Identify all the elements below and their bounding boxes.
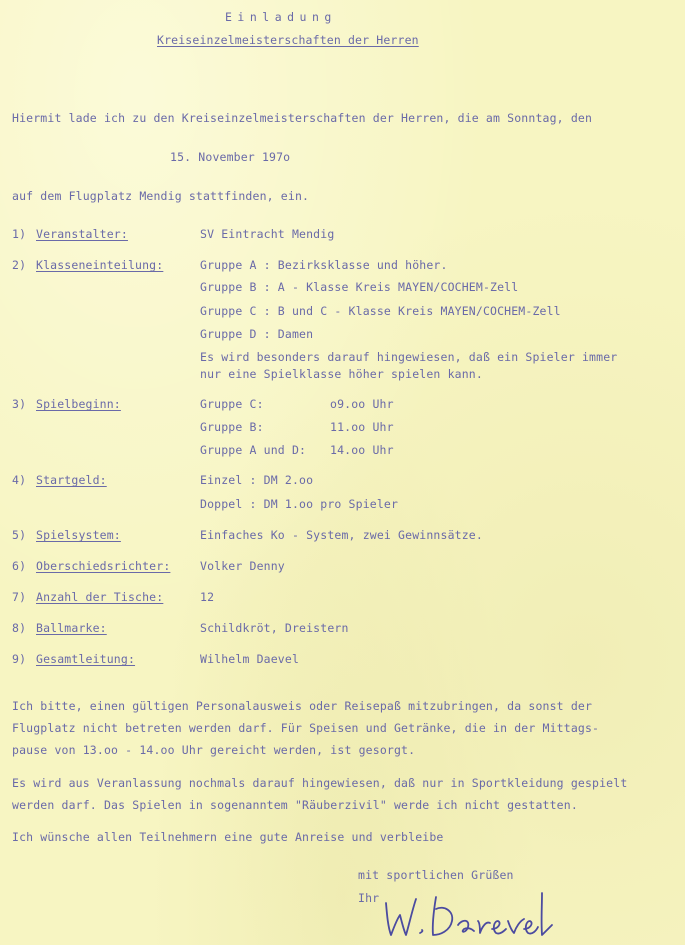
item-number: 2) <box>12 258 27 272</box>
closing-p1-line: Ich bitte, einen gültigen Personalausweis oder Reisepaß mitzubringen, da sonst der <box>12 699 593 713</box>
item-label-startgeld: Startgeld: <box>36 473 107 487</box>
item-value: Schildkröt, Dreistern <box>200 621 349 635</box>
item-number: 9) <box>12 652 27 666</box>
item-value: Wilhelm Daevel <box>200 652 300 666</box>
intro-line-1: Hiermit lade ich zu den Kreiseinzelmeisterschaften der Herren, die am Sonntag, den <box>12 111 593 125</box>
schedule-time: 11.oo Uhr <box>330 420 394 434</box>
item-value: SV Eintracht Mendig <box>200 227 335 241</box>
item-number: 7) <box>12 590 27 604</box>
item-value: Einzel : DM 2.oo <box>200 473 314 487</box>
item-number: 8) <box>12 621 27 635</box>
event-date: 15. November 197o <box>170 150 291 164</box>
closing-p2-line: werden darf. Das Spielen in sogenanntem "Räuberzivil" werde ich nicht gestatten. <box>12 798 578 812</box>
item-label-klasseneinteilung: Klasseneinteilung: <box>36 258 164 272</box>
item-number: 3) <box>12 397 27 411</box>
closing-p2-line: Es wird aus Veranlassung nochmals darauf hingewiesen, daß nur in Sportkleidung gespielt <box>12 776 628 790</box>
closing-p3: Ich wünsche allen Teilnehmern eine gute Anreise und verbleibe <box>12 830 444 844</box>
schedule-time: o9.oo Uhr <box>330 397 394 411</box>
item-value: 12 <box>200 590 215 604</box>
signature <box>378 885 558 943</box>
item-number: 5) <box>12 528 27 542</box>
item-number: 6) <box>12 559 27 573</box>
item-label-oberschiedsrichter: Oberschiedsrichter: <box>36 559 171 573</box>
item-value: Gruppe B : A - Klasse Kreis MAYEN/COCHEM-Zell <box>200 280 519 294</box>
item-value: Es wird besonders darauf hingewiesen, daß ein Spieler immer <box>200 350 618 364</box>
item-label-anzahl-tische: Anzahl der Tische: <box>36 590 164 604</box>
ihr-label: Ihr <box>358 891 380 905</box>
item-label-spielbeginn: Spielbeginn: <box>36 397 121 411</box>
intro-line-2: auf dem Flugplatz Mendig stattfinden, ein. <box>12 189 310 203</box>
document-subtitle: Kreiseinzelmeisterschaften der Herren <box>157 33 419 47</box>
item-label-ballmarke: Ballmarke: <box>36 621 107 635</box>
item-value: Gruppe A : Bezirksklasse und höher. <box>200 258 448 272</box>
item-label-gesamtleitung: Gesamtleitung: <box>36 652 136 666</box>
item-value: Einfaches Ko - System, zwei Gewinnsätze. <box>200 528 483 542</box>
item-label-veranstalter: Veranstalter: <box>36 227 128 241</box>
document-title: Einladung <box>225 10 337 24</box>
closing-p1-line: pause von 13.oo - 14.oo Uhr gereicht werden, ist gesorgt. <box>12 743 416 757</box>
closing-p1-line: Flugplatz nicht betreten werden darf. Für Speisen und Getränke, die in der Mittags- <box>12 721 600 735</box>
schedule-time: 14.oo Uhr <box>330 443 394 457</box>
item-number: 4) <box>12 473 27 487</box>
item-value: Gruppe D : Damen <box>200 327 314 341</box>
schedule-group: Gruppe C: <box>200 397 264 411</box>
item-value: Gruppe C : B und C - Klasse Kreis MAYEN/COCHEM-Zell <box>200 304 561 318</box>
item-value: Volker Denny <box>200 559 285 573</box>
schedule-group: Gruppe B: <box>200 420 264 434</box>
item-value: nur eine Spielklasse höher spielen kann. <box>200 367 483 381</box>
item-label-spielsystem: Spielsystem: <box>36 528 121 542</box>
item-value: Doppel : DM 1.oo pro Spieler <box>200 497 399 511</box>
item-number: 1) <box>12 227 27 241</box>
greeting: mit sportlichen Grüßen <box>358 868 514 882</box>
schedule-group: Gruppe A und D: <box>200 443 307 457</box>
